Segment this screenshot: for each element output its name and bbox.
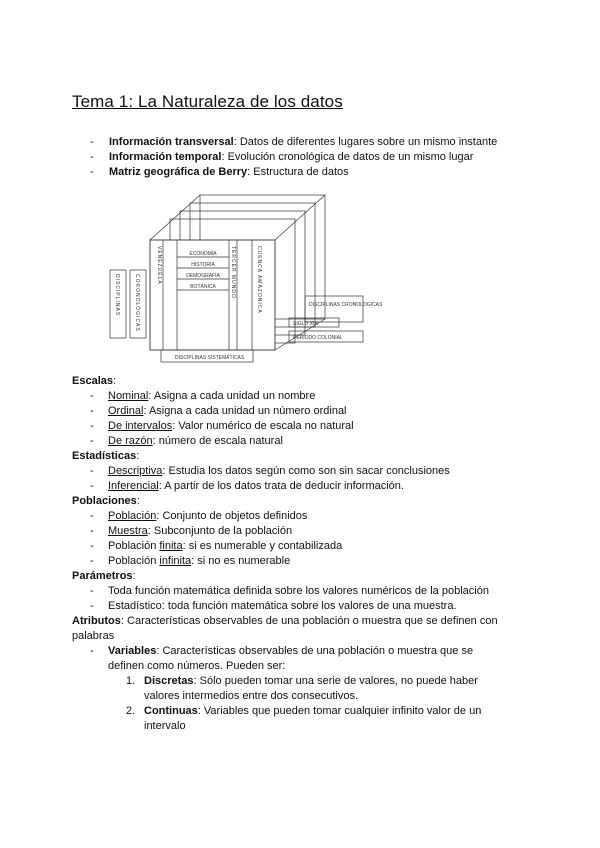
section-heading: Poblaciones <box>72 495 137 507</box>
row-label: BOTÁNICA <box>190 284 216 290</box>
numbered-item: 2. Continuas: Variables que pueden tomar cualquier infinito valor de un intervalo <box>126 705 482 732</box>
list-item: - Información transversal: Datos de diferentes lugares sobre un mismo instante <box>90 135 497 150</box>
list-item: - Toda función matemática definida sobre los valores numéricos de la población <box>90 584 522 599</box>
column-label: TERCER MUNDO <box>230 246 236 299</box>
column-label: VENEZUELA <box>156 246 162 285</box>
list-item: - Inferencial: A partir de los datos trata de deducir información. <box>90 479 522 494</box>
row-label: HISTORIA <box>191 262 215 268</box>
section-escalas: Escalas: - Nominal: Asigna a cada unidad un nombre - Ordinal: Asigna a cada unidad un número ordinal - De intervalos: Valor numérico de escala no natural - De razón: número de escala natural Estadísticas: - Descriptiva: Estudia los datos según como son sin sacar conclusiones - Inferencial: A partir de los datos trata de deducir información. Poblaciones: - Población: Conjunto de objetos definidos - Muestra: Subconjunto de la población - Población finita: si es numerable y contabilizada - Población infinita: si no es numerable Parámetros: - Toda función matemática definida sobre los valores numéricos de la población - Estadístico: toda función matemática sobre los valores de una muestra. Atributos: Características observables de una población o muestra que se definen con palabras - Variables: Características observables de una población o muestra que se definen como números. Pueden ser: 1. Discretas: Sólo pueden tomar una serie de valores, no puede haber valores intermedios entre dos consecutivos. 2. Continuas: Variables que pueden tomar cualquier infinito valor de un intervalo <box>72 374 522 734</box>
left-label: DISCIPLINAS <box>114 274 120 317</box>
column-label: CUENCA AMAZONICA <box>256 246 262 314</box>
page-title: Tema 1: La Naturaleza de los datos <box>72 92 343 111</box>
list-item: - Matriz geográfica de Berry: Estructura de datos <box>90 165 497 180</box>
row-label: ECONOMÍA <box>189 251 217 257</box>
list-item: - Ordinal: Asigna a cada unidad un número ordinal <box>90 404 522 419</box>
right-label: PERIODO COLONIAL <box>293 335 343 341</box>
list-item: - De intervalos: Valor numérico de escala no natural <box>90 419 522 434</box>
numbered-item: 1. Discretas: Sólo pueden tomar una serie de valores, no puede haber valores intermedios entre dos consecutivos. <box>126 675 478 702</box>
row-label: DEMOGRAFÍA <box>186 273 220 279</box>
list-item: - Población infinita: si no es numerable <box>90 554 522 569</box>
list-item: - Estadístico: toda función matemática sobre los valores de una muestra. <box>90 599 522 614</box>
left-label: CORONOLÓGICAS <box>134 274 140 332</box>
section-heading: Parámetros <box>72 570 133 582</box>
list-item: - Información temporal: Evolución cronológica de datos de un mismo lugar <box>90 150 497 165</box>
list-item: - Muestra: Subconjunto de la población <box>90 524 522 539</box>
list-item: - Descriptiva: Estudia los datos según como son sin sacar conclusiones <box>90 464 522 479</box>
list-item: - Variables: Características observables de una población o muestra que se definen como números. Pueden ser: <box>90 644 500 674</box>
list-item: - De razón: número de escala natural <box>90 434 522 449</box>
section-heading: Atributos <box>72 615 121 627</box>
berry-matrix-figure <box>105 190 383 362</box>
list-item: - Población: Conjunto de objetos definidos <box>90 509 522 524</box>
right-label: SIGLO XIX <box>293 321 318 327</box>
list-item: - Nominal: Asigna a cada unidad un nombre <box>90 389 522 404</box>
right-label: DISCIPLINAS CRONOLOGICAS <box>309 302 383 308</box>
bottom-label: DISCIPLINAS SISTEMÁTICAS <box>175 355 245 361</box>
list-item: - Población finita: si es numerable y contabilizada <box>90 539 522 554</box>
section-heading: Estadísticas <box>72 450 137 462</box>
section-heading: Escalas <box>72 375 113 387</box>
intro-list <box>90 135 497 180</box>
